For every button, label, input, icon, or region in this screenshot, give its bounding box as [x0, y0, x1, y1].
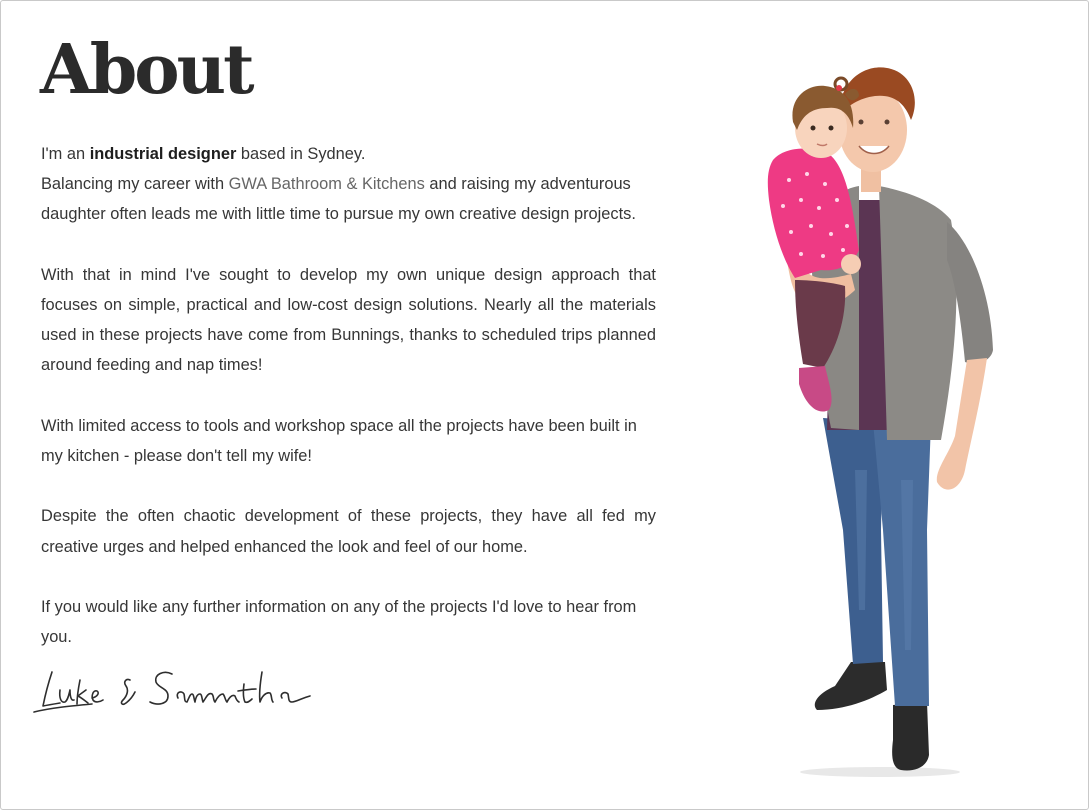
about-content [41, 139, 656, 683]
page-title: About [40, 30, 252, 110]
career-paragraph [41, 169, 656, 229]
intro-suffix: based in Sydney. [236, 145, 366, 163]
signature [30, 658, 325, 723]
kitchen-paragraph: With limited access to tools and workshop space all the projects have been built in my kitchen - please don't tell my wife! [41, 416, 637, 465]
photo-illustration [755, 50, 1015, 778]
intro-paragraph [41, 139, 656, 169]
father-daughter-photo [755, 50, 1015, 783]
creative-paragraph: Despite the often chaotic development of these projects, they have all fed my creative urges and helped enhanced the look and feel of our home. [41, 507, 656, 556]
intro-emphasis: industrial designer [89, 145, 237, 163]
approach-paragraph: With that in mind I've sought to develop my own unique design approach that focuses on simple, practical and low-cost design solutions. Nearly all the materials used in these projects have come from Bunnings, thanks to scheduled trips planned around feeding and nap times! [41, 265, 656, 375]
intro-prefix: I'm an [41, 145, 90, 163]
career-suffix: and raising my adventurous daughter often leads me with little time to pursue my own creative design projects. [41, 175, 636, 224]
gwa-link[interactable]: GWA Bathroom & Kitchens [228, 175, 425, 194]
career-prefix: Balancing my career with [41, 175, 229, 194]
handwritten-signature-icon [30, 658, 325, 718]
contact-paragraph: If you would like any further information on any of the projects I'd love to hear from you. [41, 597, 637, 647]
